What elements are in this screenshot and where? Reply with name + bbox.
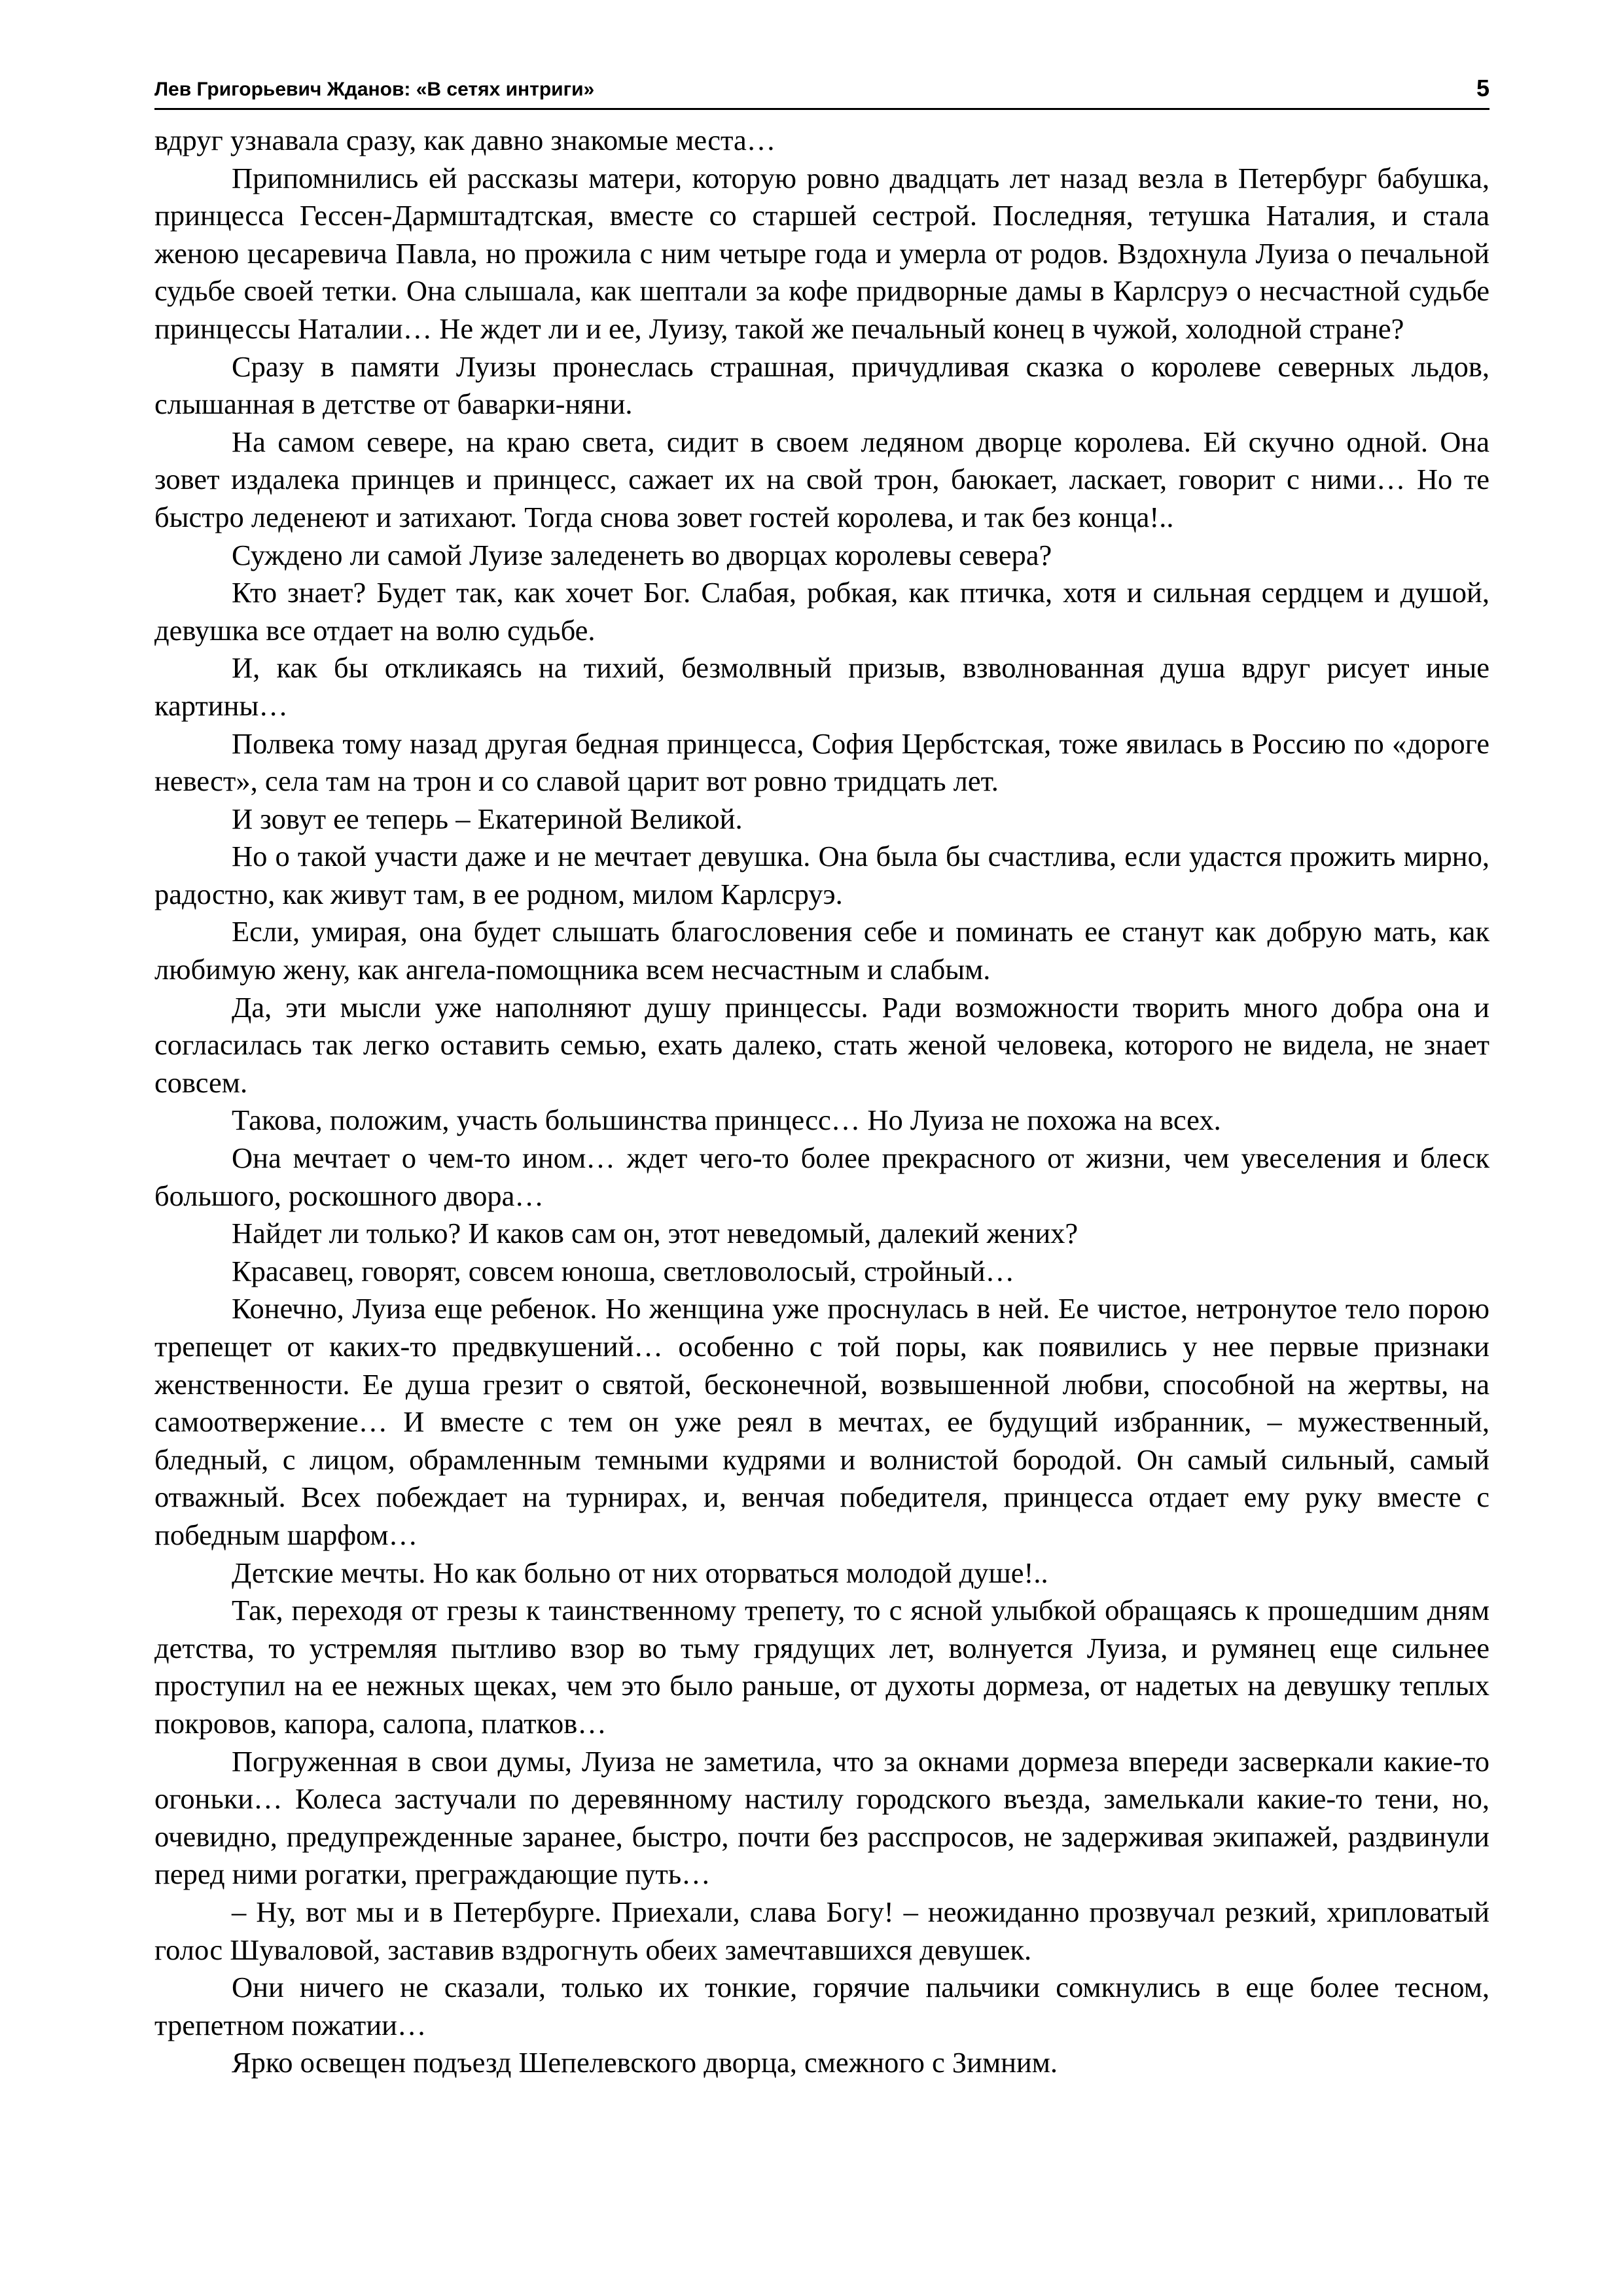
paragraph: Да, эти мысли уже наполняют душу принцессы. Ради возможности творить много добра она и согласилась так легко оставить семью, ехать далеко, стать женой человека, которого не видела, не знает совсем. [154, 990, 1489, 1099]
paragraph: – Ну, вот мы и в Петербурге. Приехали, слава Богу! – неожиданно прозвучал резкий, хрипловатый голос Шуваловой, заставив вздрогнуть обеих замечтавшихся девушек. [154, 1895, 1489, 1966]
paragraph: Но о такой участи даже и не мечтает девушка. Она была бы счастлива, если удастся прожить мирно, радостно, как живут там, в ее родном, милом Карлсруэ. [154, 840, 1489, 910]
paragraph: Так, переходя от грезы к таинственному трепету, то с ясной улыбкой обращаясь к прошедшим дням детства, то устремляя пытливо взор во тьму грядущих лет, волнуется Луиза, и румянец еще сильнее проступил на ее нежных щеках, чем это было раньше, от духоты дормеза, от надетых на девушку теплых покровов, капора, салопа, платков… [154, 1594, 1489, 1740]
paragraph: Конечно, Луиза еще ребенок. Но женщина уже проснулась в ней. Ее чистое, нетронутое тело порою трепещет от каких-то предвкушений… особенно с той поры, как появились у нее первые признаки женственности. Ее душа грезит о святой, бесконечной, возвышенной любви, способной на жертвы, на самоотвержение… И вместе с тем он уже реял в мечтах, ее будущий избранник, – мужественный, бледный, с лицом, обрамленным темными кудрями и волнистой бородой. Он самый сильный, самый отважный. Всех побеждает на турнирах, и, венчая победителя, принцесса отдает ему руку вместе с победным шарфом… [154, 1292, 1489, 1551]
paragraph: И зовут ее теперь – Екатериной Великой. [232, 802, 743, 835]
paragraph: И, как бы откликаясь на тихий, безмолвный призыв, взволнованная душа вдруг рисует иные картины… [154, 651, 1489, 722]
paragraph: Ярко освещен подъезд Шепелевского дворца, смежного с Зимним. [232, 2046, 1058, 2079]
paragraph: Красавец, говорят, совсем юноша, светловолосый, стройный… [232, 1254, 1015, 1287]
paragraph: Суждено ли самой Луизе заледенеть во дворцах королевы севера? [232, 538, 1052, 571]
paragraph: Если, умирая, она будет слышать благословения себе и поминать ее станут как добрую мать, как любимую жену, как ангела-помощника всем несчастным и слабым. [154, 915, 1489, 986]
paragraph: Она мечтает о чем-то ином… ждет чего-то более прекрасного от жизни, чем увеселения и блеск большого, роскошного двора… [154, 1141, 1489, 1212]
paragraph: Сразу в памяти Луизы пронеслась страшная, причудливая сказка о королеве северных льдов, слышанная в детстве от баварки-няни. [154, 350, 1489, 421]
body-text [154, 122, 1489, 2082]
paragraph: Кто знает? Будет так, как хочет Бог. Слабая, робкая, как птичка, хотя и сильная сердцем и душой, девушка все отдает на волю судьбе. [154, 576, 1489, 647]
paragraph: вдруг узнавала сразу, как давно знакомые места… [154, 124, 776, 156]
header-title: Лев Григорьевич Жданов: «В сетях интриги» [154, 79, 595, 100]
paragraph: Полвека тому назад другая бедная принцесса, София Цербстская, тоже явилась в Россию по «дороге невест», села там на трон и со славой царит вот ровно тридцать лет. [154, 726, 1489, 798]
paragraph: На самом севере, на краю света, сидит в своем ледяном дворце королева. Ей скучно одной. Она зовет издалека принцев и принцесс, сажает их на свой трон, баюкает, ласкает, говорит с ними… Но те быстро леденеют и затихают. Тогда снова зовет гостей королева, и так без конца!.. [154, 425, 1489, 533]
paragraph: Погруженная в свои думы, Луиза не заметила, что за окнами дормеза впереди засверкали какие-то огоньки… Колеса застучали по деревянному настилу городского въезда, замелькали какие-то тени, но, очевидно, предупрежденные заранее, быстро, почти без расспросов, не задерживая экипажей, раздвинули перед ними рогатки, преграждающие путь… [154, 1744, 1489, 1891]
paragraph: Они ничего не сказали, только их тонкие, горячие пальчики сомкнулись в еще более тесном, трепетном пожатии… [154, 1971, 1489, 2041]
page-number: 5 [1476, 75, 1489, 101]
paragraph: Такова, положим, участь большинства принцесс… Но Луиза не похожа на всех. [232, 1103, 1221, 1137]
paragraph: Детские мечты. Но как больно от них оторваться молодой душе!.. [232, 1556, 1048, 1589]
running-header [154, 69, 1489, 110]
paragraph: Припомнились ей рассказы матери, которую ровно двадцать лет назад везла в Петербург бабушка, принцесса Гессен-Дармштадтская, вместе со старшей сестрой. Последняя, тетушка Наталия, и стала женою цесаревича Павла, но прожила с ним четыре года и умерла от родов. Вздохнула Луиза о печальной судьбе своей тетки. Она слышала, как шептали за кофе придворные дамы в Карлсруэ о несчастной судьбе принцессы Наталии… Не ждет ли и ее, Луизу, такой же печальный конец в чужой, холодной стране? [154, 161, 1489, 345]
paragraph: Найдет ли только? И каков сам он, этот неведомый, далекий жених? [232, 1217, 1079, 1250]
